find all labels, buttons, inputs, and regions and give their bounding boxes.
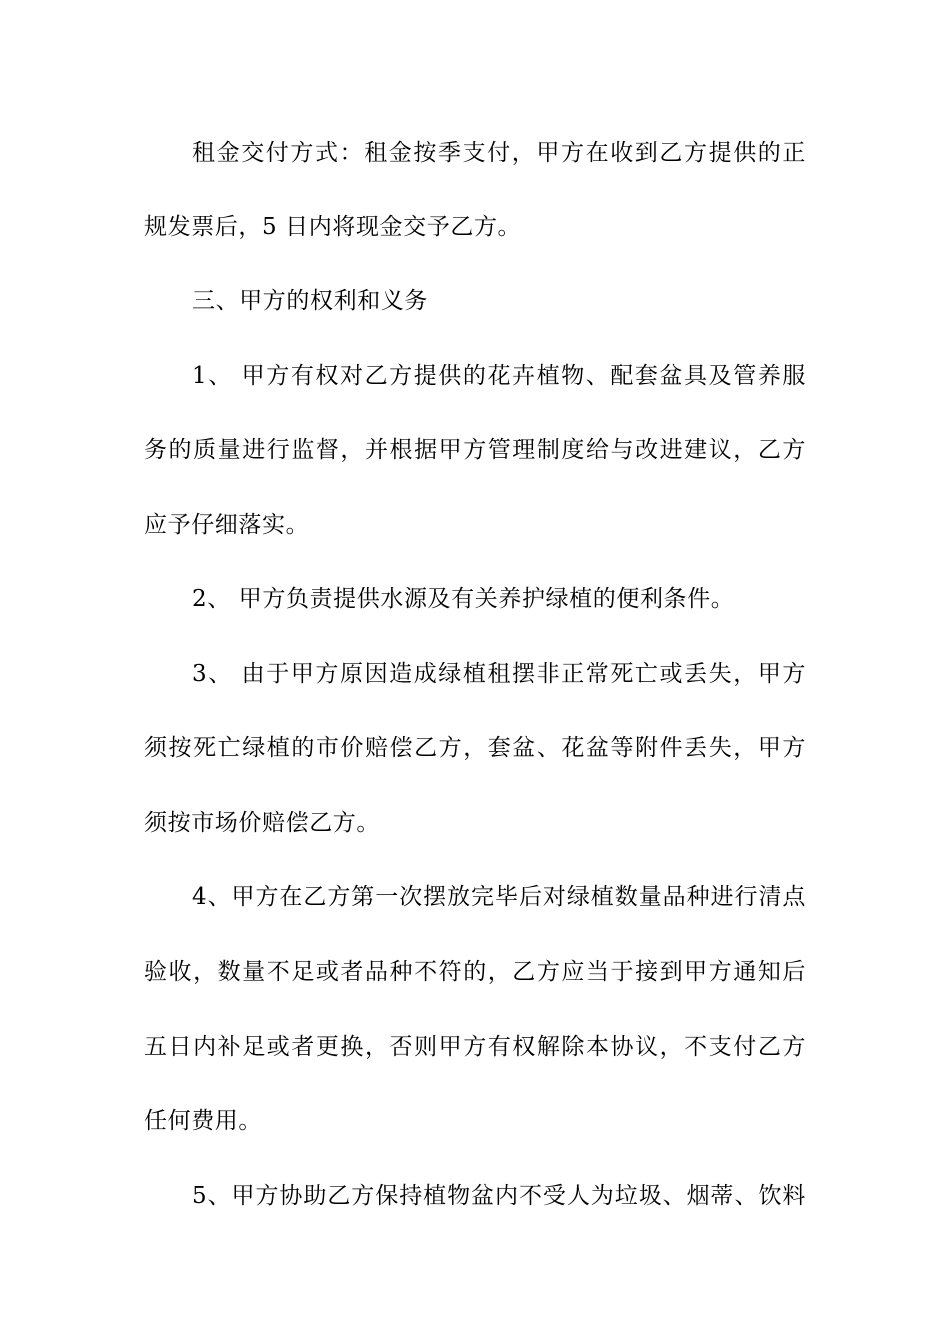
text-line-13: 五日内补足或者更换，否则甲方有权解除本协议，不支付乙方 — [144, 1034, 806, 1060]
text-line-11: 4、甲方在乙方第一次摆放完毕后对绿植数量品种进行清点 — [192, 884, 806, 910]
text-line-12: 验收，数量不足或者品种不符的，乙方应当于接到甲方通知后 — [144, 959, 806, 985]
text-line-5: 务的质量进行监督，并根据甲方管理制度给与改进建议，乙方 — [144, 437, 806, 463]
text-line-10: 须按市场价赔偿乙方。 — [144, 810, 380, 836]
text-line-4: 1、 甲方有权对乙方提供的花卉植物、配套盆具及管养服 — [192, 363, 806, 389]
text-line-1: 租金交付方式：租金按季支付，甲方在收到乙方提供的正 — [192, 140, 806, 166]
section-heading: 三、甲方的权利和义务 — [192, 288, 428, 314]
text-line-2: 规发票后，5 日内将现金交予乙方。 — [144, 214, 522, 240]
text-line-6: 应予仔细落实。 — [144, 512, 310, 538]
text-line-14: 任何费用。 — [144, 1108, 262, 1134]
text-line-7: 2、 甲方负责提供水源及有关养护绿植的便利条件。 — [192, 586, 735, 612]
text-line-8: 3、 由于甲方原因造成绿植租摆非正常死亡或丢失，甲方 — [192, 661, 806, 687]
text-line-9: 须按死亡绿植的市价赔偿乙方，套盆、花盆等附件丢失，甲方 — [144, 735, 806, 761]
text-line-15: 5、甲方协助乙方保持植物盆内不受人为垃圾、烟蒂、饮料 — [192, 1183, 806, 1209]
